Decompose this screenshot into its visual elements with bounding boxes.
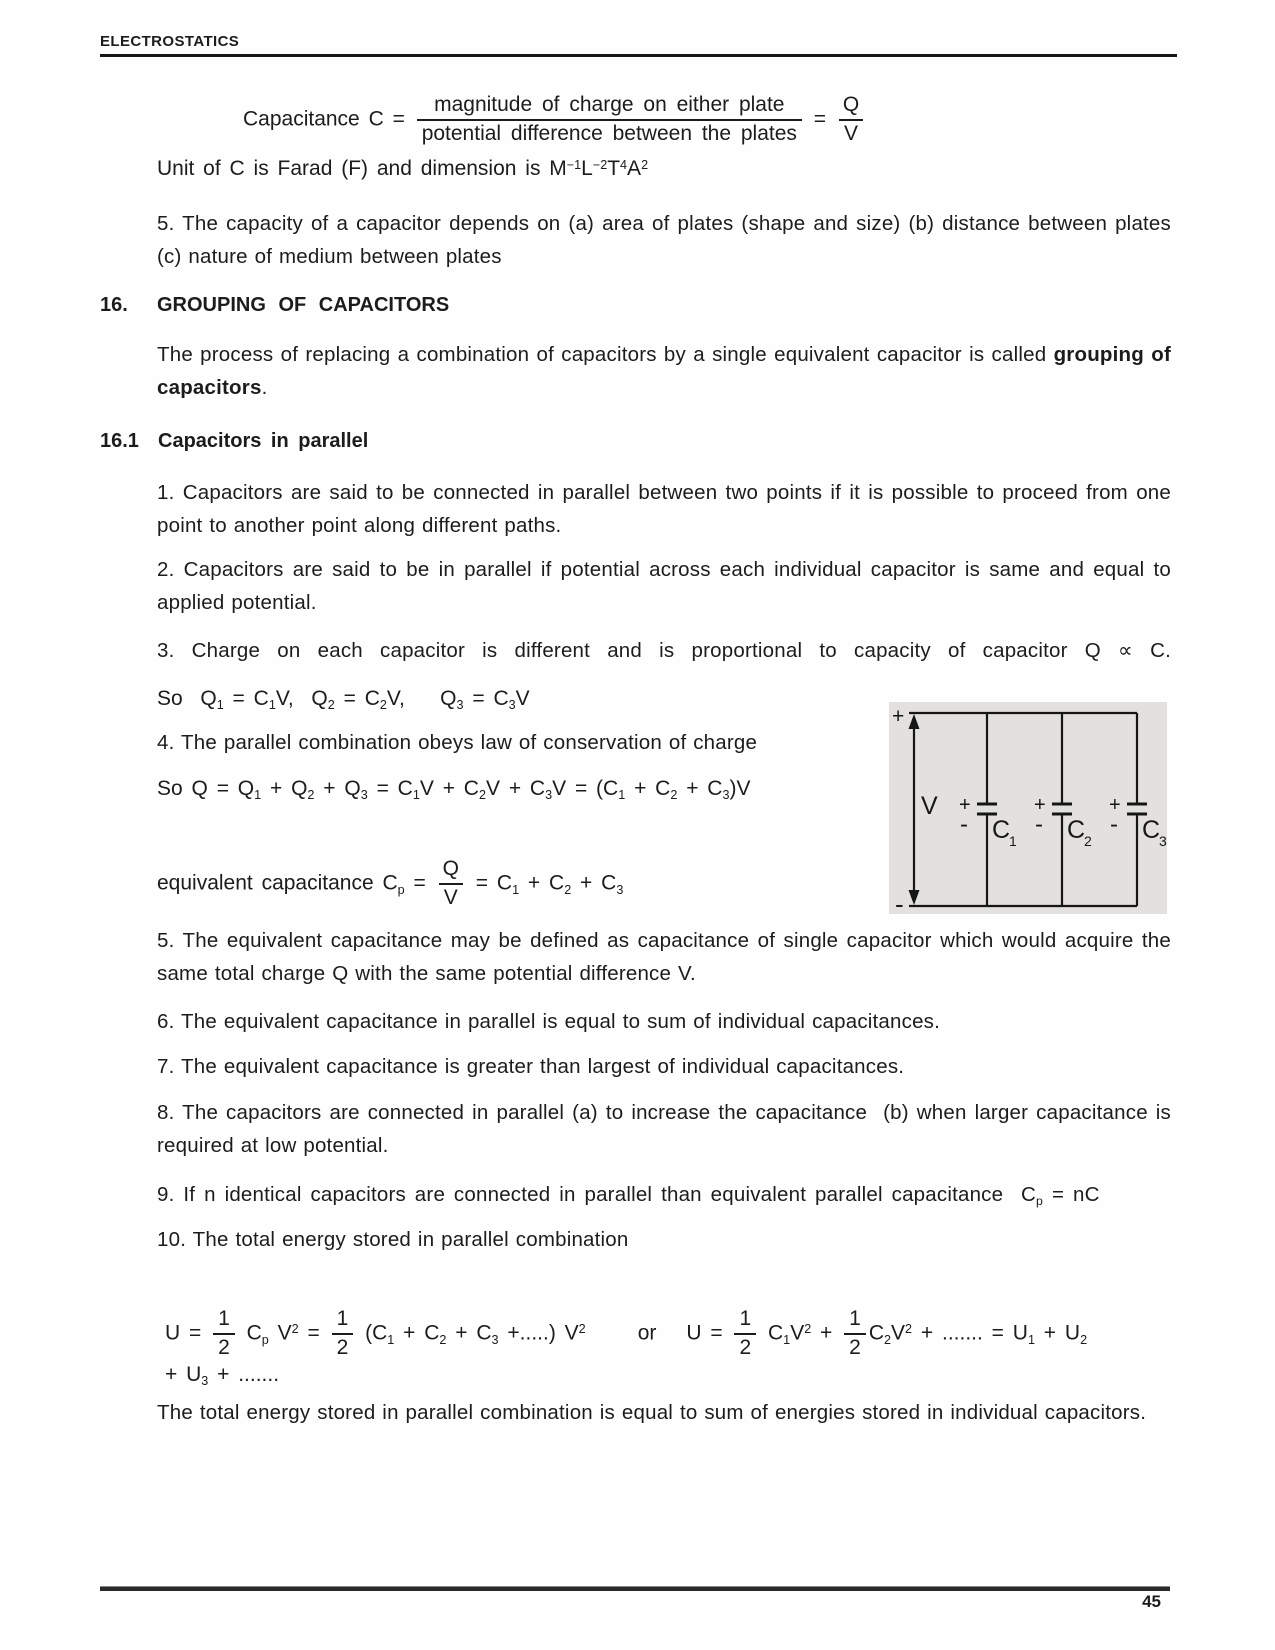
point-5-capacity-depends: 5. The capacity of a capacitor depends on (a) area of plates (shape and size) (b) distance between plates (c) nature of medium between plates [157, 212, 1171, 268]
point-1: 1. Capacitors are said to be connected in parallel between two points if it is possible to proceed from one point to another point along different paths. [157, 481, 1171, 537]
capacitor-label-subscript: 2 [1084, 833, 1092, 849]
fraction: $\frac{1}{2}$ [734, 1307, 756, 1361]
capacitor-branches [959, 713, 1167, 906]
closing-paragraph: The total energy stored in parallel combination is equal to sum of energies stored in individual capacitors. [157, 1401, 1147, 1424]
capacitor-label: C [1067, 816, 1086, 844]
point-5-equivalent: 5. The equivalent capacitance may be defined as capacitance of single capacitor which would acquire the same total charge Q with the same potential difference V. [157, 929, 1171, 985]
parallel-capacitors-figure [889, 702, 1167, 914]
section-16-title: GROUPING OF CAPACITORS [157, 294, 450, 316]
plus-terminal-label: + [892, 705, 905, 728]
charge-equations: So $Q_1 = C_1V$, $Q_2 = C_2V$, $Q_3 = C_3V$ [157, 687, 530, 713]
point-10: 10. The total energy stored in parallel combination [157, 1228, 629, 1251]
capacitor-label: C [1142, 816, 1161, 844]
point-6: 6. The equivalent capacitance in parallel is equal to sum of individual capacitances. [157, 1010, 941, 1033]
unit-dimension-line: Unit of C is Farad (F) and dimension is $M^{-1}L^{-2}T^4A^2$ [157, 157, 649, 180]
footer-rule [100, 1586, 1170, 1591]
energy-formula-line1: U = $\frac{1}{2}$ $C_p$ $V^2$ = $\frac{1}{2}$ ($C_1 + C_2 + C_3$ +.....) $V^2$ or U = $\frac{1}{2}$ $C_1V^2$ + $\frac{1}{2}$ $C_2V^2$ + ....... = $U_1 + U_2$ [165, 1307, 1088, 1359]
voltage-arrowhead-up [909, 714, 920, 729]
total-charge-equation: So $Q = Q_1 + Q_2 + Q_3 = C_1V + C_2V + C_3V = (C_1 + C_2 + C_3)V$ [157, 777, 751, 803]
equivalent-capacitance-formula: equivalent capacitance $C_p$ = $\frac{Q}{V}$ = $C_1 + C_2 + C_3$ [157, 857, 624, 909]
voltage-label: V [921, 792, 938, 820]
fraction: $\frac{1}{2}$ [332, 1307, 354, 1361]
capacitor-minus-sign: - [1035, 811, 1043, 838]
fraction: $\frac{1}{2}$ [213, 1307, 235, 1361]
point-7: 7. The equivalent capacitance is greater than largest of individual capacitances. [157, 1055, 905, 1078]
header-rule [100, 54, 1177, 57]
section-16-1-title: Capacitors in parallel [158, 430, 369, 452]
point-8: 8. The capacitors are connected in parallel (a) to increase the capacitance (b) when larger capacitance is required at low potential. [157, 1101, 1171, 1157]
point-4: 4. The parallel combination obeys law of conservation of charge [157, 731, 758, 754]
fraction: $\frac{Q}{V}$ [838, 93, 864, 147]
voltage-arrowhead-down [909, 890, 920, 905]
capacitor-plus-sign: + [1034, 794, 1046, 816]
capacitor-plus-sign: + [1109, 794, 1121, 816]
capacitor-minus-sign: - [1110, 811, 1118, 838]
running-header: ELECTROSTATICS [100, 33, 240, 50]
section-16-intro: The process of replacing a combination of capacitors by a single equivalent capacitor is called grouping of capacitors. [157, 343, 1171, 399]
fraction: $\frac{Q}{V}$ [438, 857, 464, 911]
energy-formula-line2: + $U_3$ + ....... [165, 1363, 280, 1389]
point-3: 3. Charge on each capacitor is different and is proportional to capacity of capacitor Q ∝ C. [157, 639, 1171, 662]
fraction: $\frac{\text{magnitude of charge on either plate}}{\text{potential difference between the plates}}$ [417, 93, 802, 147]
capacitor-label-subscript: 1 [1009, 833, 1017, 849]
section-16-1-number: 16.1 [100, 430, 139, 452]
capacitor-plus-sign: + [959, 794, 971, 816]
capacitor-minus-sign: - [960, 811, 968, 838]
minus-terminal-label: - [895, 889, 904, 914]
capacitor-label: C [992, 816, 1011, 844]
capacitor-label-subscript: 3 [1159, 833, 1167, 849]
page-number: 45 [1142, 1592, 1161, 1611]
capacitance-definition-formula: Capacitance C = $\frac{\text{magnitude of charge on either plate}}{\text{potential difference between the plates}}$ = $\frac{Q}{V}$ [243, 93, 867, 147]
parallel-capacitors-svg [889, 702, 1167, 914]
section-16-number: 16. [100, 294, 128, 316]
point-9: 9. If n identical capacitors are connected in parallel than equivalent parallel capacitance $C_p$ = nC [157, 1183, 1100, 1209]
point-2: 2. Capacitors are said to be in parallel if potential across each individual capacitor is same and equal to applied potential. [157, 558, 1171, 614]
fraction: $\frac{1}{2}$ [844, 1307, 866, 1361]
